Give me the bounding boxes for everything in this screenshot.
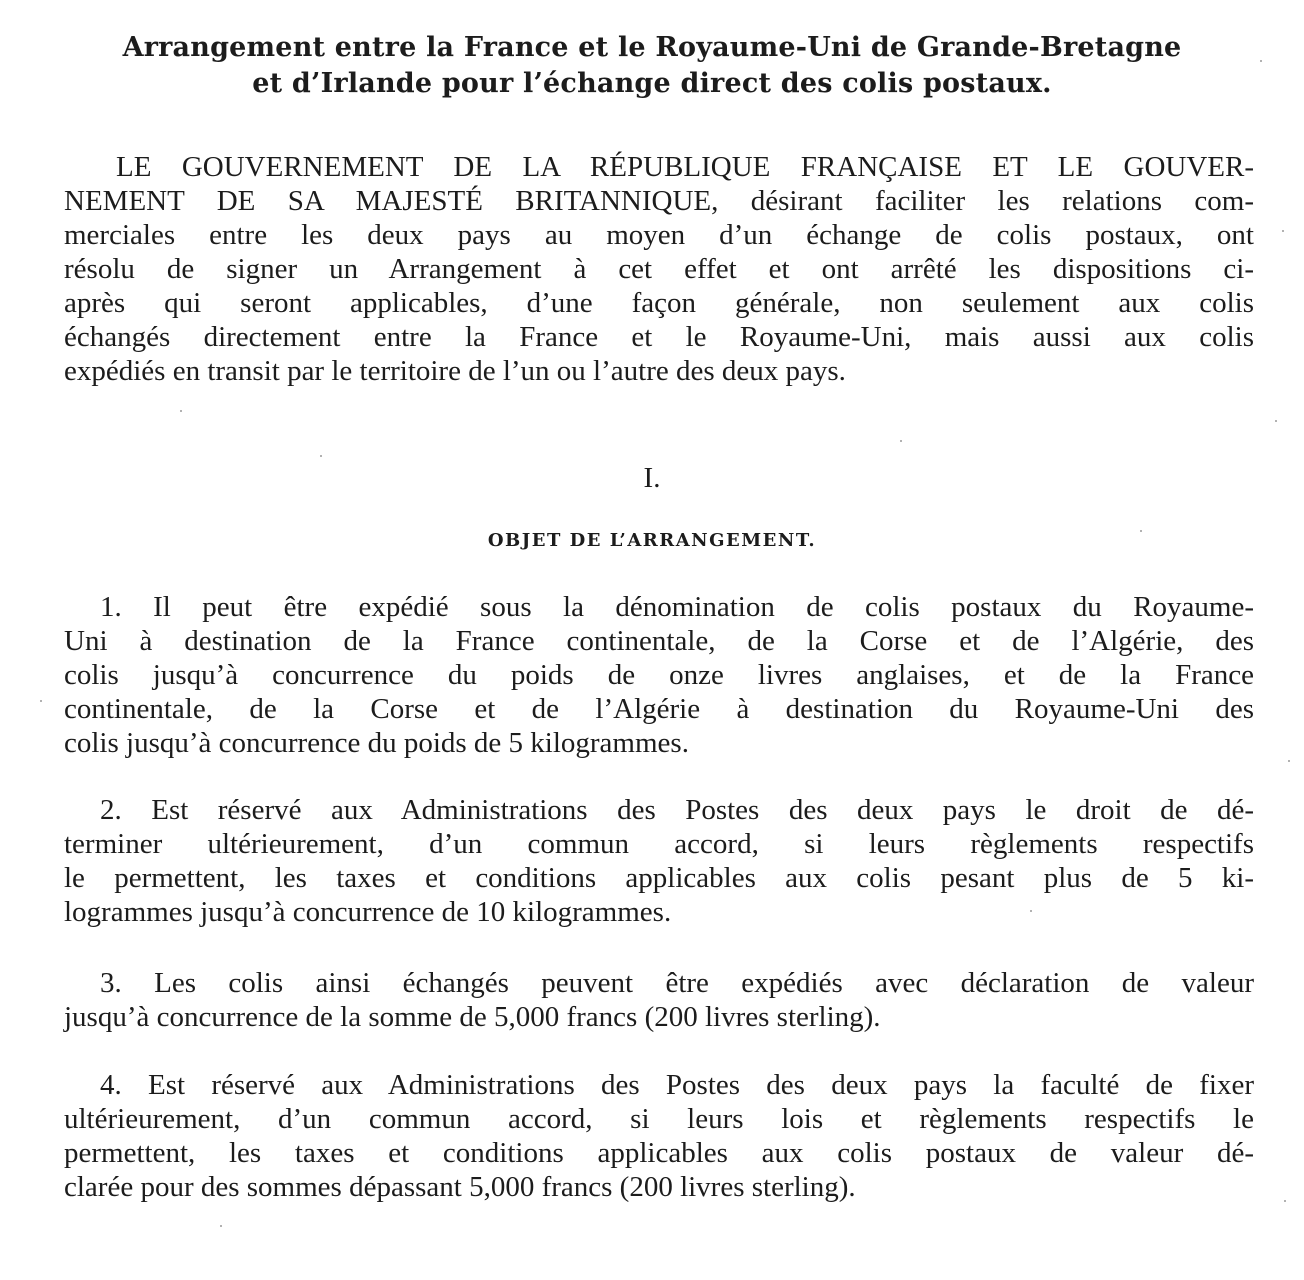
- article-line: continentale, de la Corse et de l’Algérie à destination du Royaume-Uni des: [64, 693, 1254, 725]
- scan-speck: [1030, 910, 1032, 912]
- article-line: colis jusqu’à concurrence du poids de onze livres anglaises, et de la France: [64, 659, 1254, 691]
- scan-speck: [900, 440, 902, 442]
- preamble-line: LE GOUVERNEMENT DE LA RÉPUBLIQUE FRANÇAISE ET LE GOUVER-: [116, 151, 1254, 183]
- scan-speck: [180, 410, 182, 412]
- preamble-line: expédiés en transit par le territoire de l’un ou l’autre des deux pays.: [64, 355, 846, 387]
- article-line: clarée pour des sommes dépassant 5,000 francs (200 livres sterling).: [64, 1171, 856, 1203]
- preamble-line: NEMENT DE SA MAJESTÉ BRITANNIQUE, désirant faciliter les relations com-: [64, 185, 1254, 217]
- article-1: [64, 590, 1254, 760]
- article-line: jusqu’à concurrence de la somme de 5,000 francs (200 livres sterling).: [64, 1001, 881, 1033]
- article-line: colis jusqu’à concurrence du poids de 5 kilogrammes.: [64, 727, 689, 759]
- article-4: [64, 1068, 1254, 1204]
- article-line: 1. Il peut être expédié sous la dénomination de colis postaux du Royaume-: [100, 591, 1254, 623]
- article-line: logrammes jusqu’à concurrence de 10 kilogrammes.: [64, 896, 672, 928]
- preamble-paragraph: [64, 150, 1254, 388]
- scan-speck: [1140, 530, 1142, 532]
- document-title: [60, 30, 1244, 102]
- preamble-line: après qui seront applicables, d’une façon générale, non seulement aux colis: [64, 287, 1254, 319]
- article-line: permettent, les taxes et conditions applicables aux colis postaux de valeur dé-: [64, 1137, 1254, 1169]
- scan-speck: [1284, 1200, 1286, 1202]
- section-number: I.: [643, 462, 661, 494]
- scan-speck: [220, 1225, 222, 1227]
- scan-speck: [320, 455, 322, 457]
- article-line: 2. Est réservé aux Administrations des Postes des deux pays le droit de dé-: [100, 794, 1254, 826]
- preamble-line: échangés directement entre la France et le Royaume-Uni, mais aussi aux colis: [64, 321, 1254, 353]
- scan-speck: [1260, 60, 1262, 62]
- preamble-line: résolu de signer un Arrangement à cet effet et ont arrêté les dispositions ci-: [64, 253, 1254, 285]
- scan-speck: [1275, 420, 1277, 422]
- article-2: [64, 793, 1254, 929]
- article-line: 4. Est réservé aux Administrations des Postes des deux pays la faculté de fixer: [100, 1069, 1254, 1101]
- scan-speck: [1282, 230, 1284, 232]
- title-line-1: Arrangement entre la France et le Royaume-Uni de Grande-Bretagne: [122, 32, 1182, 63]
- section-heading: OBJET DE L’ARRANGEMENT.: [487, 530, 817, 551]
- article-3: [64, 966, 1254, 1034]
- article-line: terminer ultérieurement, d’un commun accord, si leurs règlements respectifs: [64, 828, 1254, 860]
- scan-speck: [1288, 760, 1290, 762]
- article-line: 3. Les colis ainsi échangés peuvent être expédiés avec déclaration de valeur: [100, 967, 1254, 999]
- title-line-2: et d’Irlande pour l’échange direct des colis postaux.: [252, 68, 1052, 99]
- scan-speck: [40, 700, 42, 702]
- article-line: ultérieurement, d’un commun accord, si leurs lois et règlements respectifs le: [64, 1103, 1254, 1135]
- article-line: Uni à destination de la France continentale, de la Corse et de l’Algérie, des: [64, 625, 1254, 657]
- article-line: le permettent, les taxes et conditions applicables aux colis pesant plus de 5 ki-: [64, 862, 1254, 894]
- preamble-line: merciales entre les deux pays au moyen d’un échange de colis postaux, ont: [64, 219, 1254, 251]
